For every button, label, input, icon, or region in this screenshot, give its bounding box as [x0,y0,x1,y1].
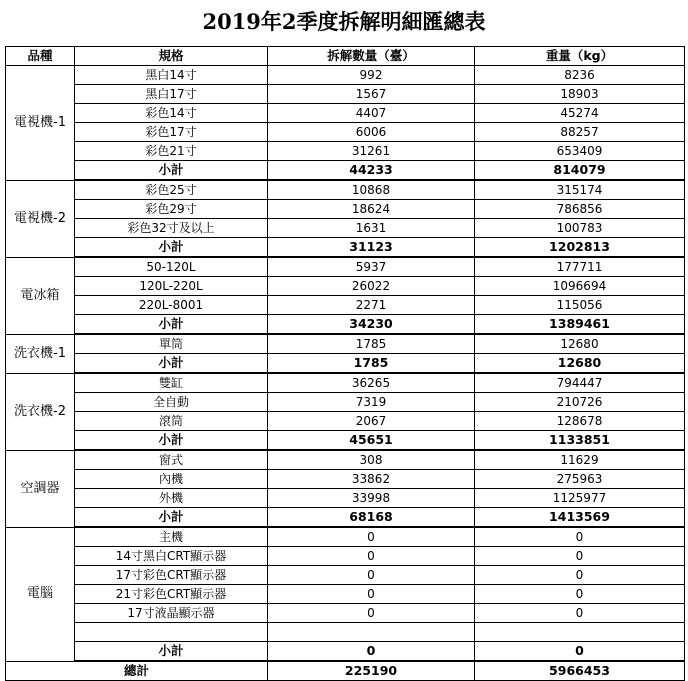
header-spec: 規格 [75,47,268,66]
weight-cell: 88257 [475,123,685,142]
quantity-cell: 7319 [268,393,475,412]
spec-cell: 彩色14寸 [75,104,268,123]
header-row [6,47,685,66]
subtotal-quantity: 45651 [268,431,475,451]
table-row [6,123,685,142]
subtotal-label: 小計 [75,238,268,258]
weight-cell: 0 [475,527,685,547]
table-row [6,412,685,431]
total-weight: 5966453 [475,661,685,681]
weight-cell [475,623,685,642]
subtotal-row [6,431,685,451]
table-row [6,527,685,547]
quantity-cell: 0 [268,527,475,547]
quantity-cell: 4407 [268,104,475,123]
quantity-cell: 0 [268,566,475,585]
quantity-cell [268,623,475,642]
table-row [6,334,685,354]
table-row [6,585,685,604]
subtotal-row [6,508,685,528]
quantity-cell: 18624 [268,200,475,219]
table-row [6,180,685,200]
quantity-cell: 31261 [268,142,475,161]
subtotal-row [6,315,685,335]
spec-cell: 17寸彩色CRT顯示器 [75,566,268,585]
spec-cell: 彩色21寸 [75,142,268,161]
weight-cell: 11629 [475,450,685,470]
category-cell: 洗衣機-2 [6,373,75,450]
subtotal-weight: 1202813 [475,238,685,258]
weight-cell: 115056 [475,296,685,315]
subtotal-label: 小計 [75,315,268,335]
spec-cell: 彩色17寸 [75,123,268,142]
quantity-cell: 33862 [268,470,475,489]
spec-cell [75,623,268,642]
weight-cell: 0 [475,547,685,566]
table-row [6,296,685,315]
quantity-cell: 1631 [268,219,475,238]
total-quantity: 225190 [268,661,475,681]
category-cell: 電視機-2 [6,180,75,257]
spec-cell: 彩色25寸 [75,180,268,200]
quantity-cell: 33998 [268,489,475,508]
table-row [6,257,685,277]
table-row [6,489,685,508]
subtotal-quantity: 68168 [268,508,475,528]
spec-cell: 14寸黑白CRT顯示器 [75,547,268,566]
header-quantity: 拆解數量（臺） [268,47,475,66]
subtotal-label: 小計 [75,431,268,451]
quantity-cell: 1567 [268,85,475,104]
category-cell: 電冰箱 [6,257,75,334]
spec-cell: 主機 [75,527,268,547]
subtotal-row [6,238,685,258]
weight-cell: 786856 [475,200,685,219]
spec-cell: 全自動 [75,393,268,412]
subtotal-label: 小計 [75,161,268,181]
weight-cell: 177711 [475,257,685,277]
category-cell: 電腦 [6,527,75,661]
quantity-cell: 2067 [268,412,475,431]
quantity-cell: 10868 [268,180,475,200]
subtotal-weight: 12680 [475,354,685,374]
subtotal-weight: 814079 [475,161,685,181]
quantity-cell: 0 [268,547,475,566]
spec-cell: 窗式 [75,450,268,470]
quantity-cell: 6006 [268,123,475,142]
quantity-cell: 1785 [268,334,475,354]
table-row [6,66,685,85]
table-row [6,393,685,412]
subtotal-row [6,642,685,662]
spec-cell: 120L-220L [75,277,268,296]
weight-cell: 1096694 [475,277,685,296]
subtotal-quantity: 1785 [268,354,475,374]
table-row [6,142,685,161]
table-row [6,470,685,489]
table-row [6,450,685,470]
subtotal-weight: 0 [475,642,685,662]
spec-cell: 內機 [75,470,268,489]
header-category: 品種 [6,47,75,66]
subtotal-label: 小計 [75,354,268,374]
quantity-cell: 2271 [268,296,475,315]
weight-cell: 210726 [475,393,685,412]
weight-cell: 18903 [475,85,685,104]
subtotal-row [6,354,685,374]
spec-cell: 黑白17寸 [75,85,268,104]
weight-cell: 0 [475,566,685,585]
quantity-cell: 308 [268,450,475,470]
table-row [6,623,685,642]
subtotal-quantity: 31123 [268,238,475,258]
table-body [6,66,685,681]
spec-cell: 雙缸 [75,373,268,393]
subtotal-weight: 1413569 [475,508,685,528]
spec-cell: 彩色29寸 [75,200,268,219]
disassembly-summary-table [5,46,685,681]
table-row [6,85,685,104]
spec-cell: 50-120L [75,257,268,277]
subtotal-weight: 1133851 [475,431,685,451]
quantity-cell: 0 [268,585,475,604]
quantity-cell: 36265 [268,373,475,393]
table-row [6,373,685,393]
weight-cell: 8236 [475,66,685,85]
spec-cell: 21寸彩色CRT顯示器 [75,585,268,604]
table-row [6,547,685,566]
quantity-cell: 0 [268,604,475,623]
spec-cell: 220L-8001 [75,296,268,315]
subtotal-quantity: 0 [268,642,475,662]
quantity-cell: 992 [268,66,475,85]
spec-cell: 黑白14寸 [75,66,268,85]
quantity-cell: 26022 [268,277,475,296]
spec-cell: 單筒 [75,334,268,354]
header-weight: 重量（kg） [475,47,685,66]
table-row [6,200,685,219]
weight-cell: 0 [475,604,685,623]
subtotal-quantity: 44233 [268,161,475,181]
subtotal-label: 小計 [75,508,268,528]
spec-cell: 外機 [75,489,268,508]
table-row [6,277,685,296]
spec-cell: 彩色32寸及以上 [75,219,268,238]
weight-cell: 128678 [475,412,685,431]
table-row [6,566,685,585]
weight-cell: 0 [475,585,685,604]
subtotal-weight: 1389461 [475,315,685,335]
weight-cell: 1125977 [475,489,685,508]
weight-cell: 653409 [475,142,685,161]
subtotal-row [6,161,685,181]
weight-cell: 45274 [475,104,685,123]
weight-cell: 100783 [475,219,685,238]
table-row [6,604,685,623]
weight-cell: 794447 [475,373,685,393]
table-row [6,104,685,123]
spec-cell: 滾筒 [75,412,268,431]
page-title: 2019年2季度拆解明細匯總表 [202,9,486,34]
category-cell: 洗衣機-1 [6,334,75,373]
total-row [6,661,685,681]
weight-cell: 12680 [475,334,685,354]
total-label: 總計 [6,661,268,681]
category-cell: 電視機-1 [6,66,75,181]
weight-cell: 315174 [475,180,685,200]
subtotal-quantity: 34230 [268,315,475,335]
quantity-cell: 5937 [268,257,475,277]
category-cell: 空調器 [6,450,75,527]
spec-cell: 17寸液晶顯示器 [75,604,268,623]
weight-cell: 275963 [475,470,685,489]
table-row [6,219,685,238]
subtotal-label: 小計 [75,642,268,662]
